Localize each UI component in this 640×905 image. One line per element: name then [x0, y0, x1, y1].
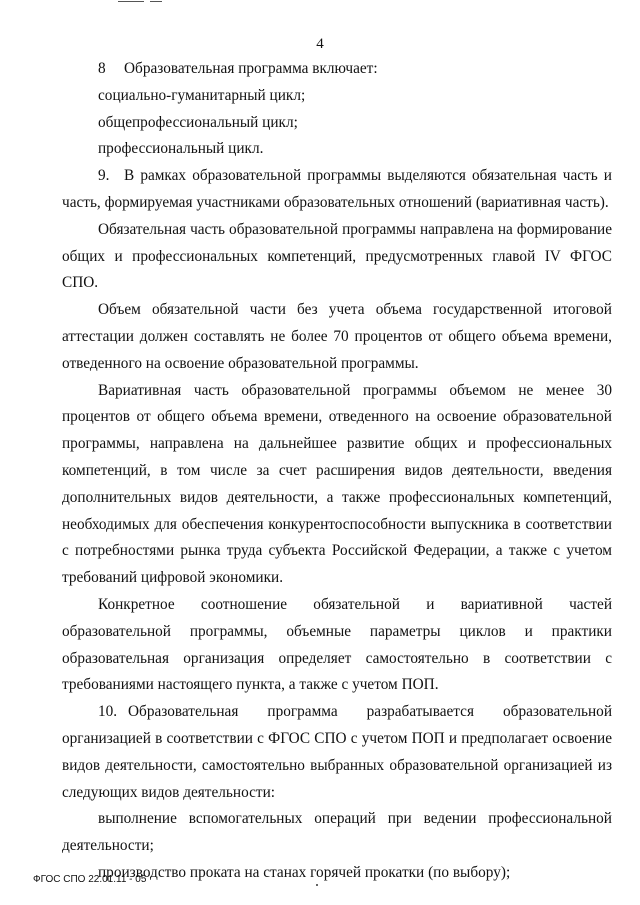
item-text: Образовательная программа включает: [124, 60, 378, 77]
item-number: 10. [98, 703, 118, 721]
top-edge-mark [118, 1, 144, 2]
item-number: 9. [98, 167, 110, 185]
paragraph: Вариативная часть образовательной программы объемом не менее 30 процентов от общего объема времени, отведенного на освоение образовательной программы, направлена на дальнейшее развитие общих и профессиональных компетенций, в том числе за счет расширения видов деятельности, введения дополнительных видов деятельности, а также профессиональных компетенций, необходимых для обеспечения конкурентоспособности выпускника в соответствии с потребностями рынка труда субъекта Российской Федерации, а также с учетом требований цифровой экономики. [62, 381, 612, 587]
page-number: 4 [316, 36, 324, 52]
list-item: общепрофессиональный цикл; [98, 113, 298, 131]
paragraph: Объем обязательной части без учета объема государственной итоговой аттестации должен составлять не более 70 процентов от общего объема времени, отведенного на освоение образовательной программы. [62, 301, 612, 372]
document-body [62, 56, 612, 887]
item-text: В рамках образовательной программы выделяются обязательная часть и часть, формируемая участниками образовательных отношений (вариативная часть). [62, 167, 612, 211]
top-edge-mark [150, 1, 162, 2]
paragraph: выполнение вспомогательных операций при ведении профессиональной деятельности; [62, 810, 612, 855]
item-10 [62, 699, 612, 806]
footer-code: ФГОС СПО 22.01.11 - 05 [33, 874, 147, 885]
scan-speck [316, 884, 318, 886]
item-8 [62, 56, 612, 83]
paragraph: Конкретное соотношение обязательной и вариативной частей образовательной программы, объемные параметры циклов и практики образовательная организация определяет самостоятельно в соответствии с требованиями настоящего пункта, а также с учетом ПОП. [62, 595, 612, 694]
list-item: социально-гуманитарный цикл; [98, 86, 306, 104]
item-text: Образовательная программа разрабатывается образовательной организацией в соответствии с ФГОС СПО с учетом ПОП и предполагает освоение видов деятельности, самостоятельно выбранных образовательной организацией из следующих видов деятельности: [62, 703, 612, 801]
list-item: профессиональный цикл. [98, 140, 264, 158]
paragraph: производство проката на станах горячей прокатки (по выбору); [98, 863, 511, 881]
item-number: 8 [98, 60, 106, 77]
paragraph: Обязательная часть образовательной программы направлена на формирование общих и профессиональных компетенций, предусмотренных главой IV ФГОС СПО. [62, 220, 612, 292]
item-9 [62, 163, 612, 217]
